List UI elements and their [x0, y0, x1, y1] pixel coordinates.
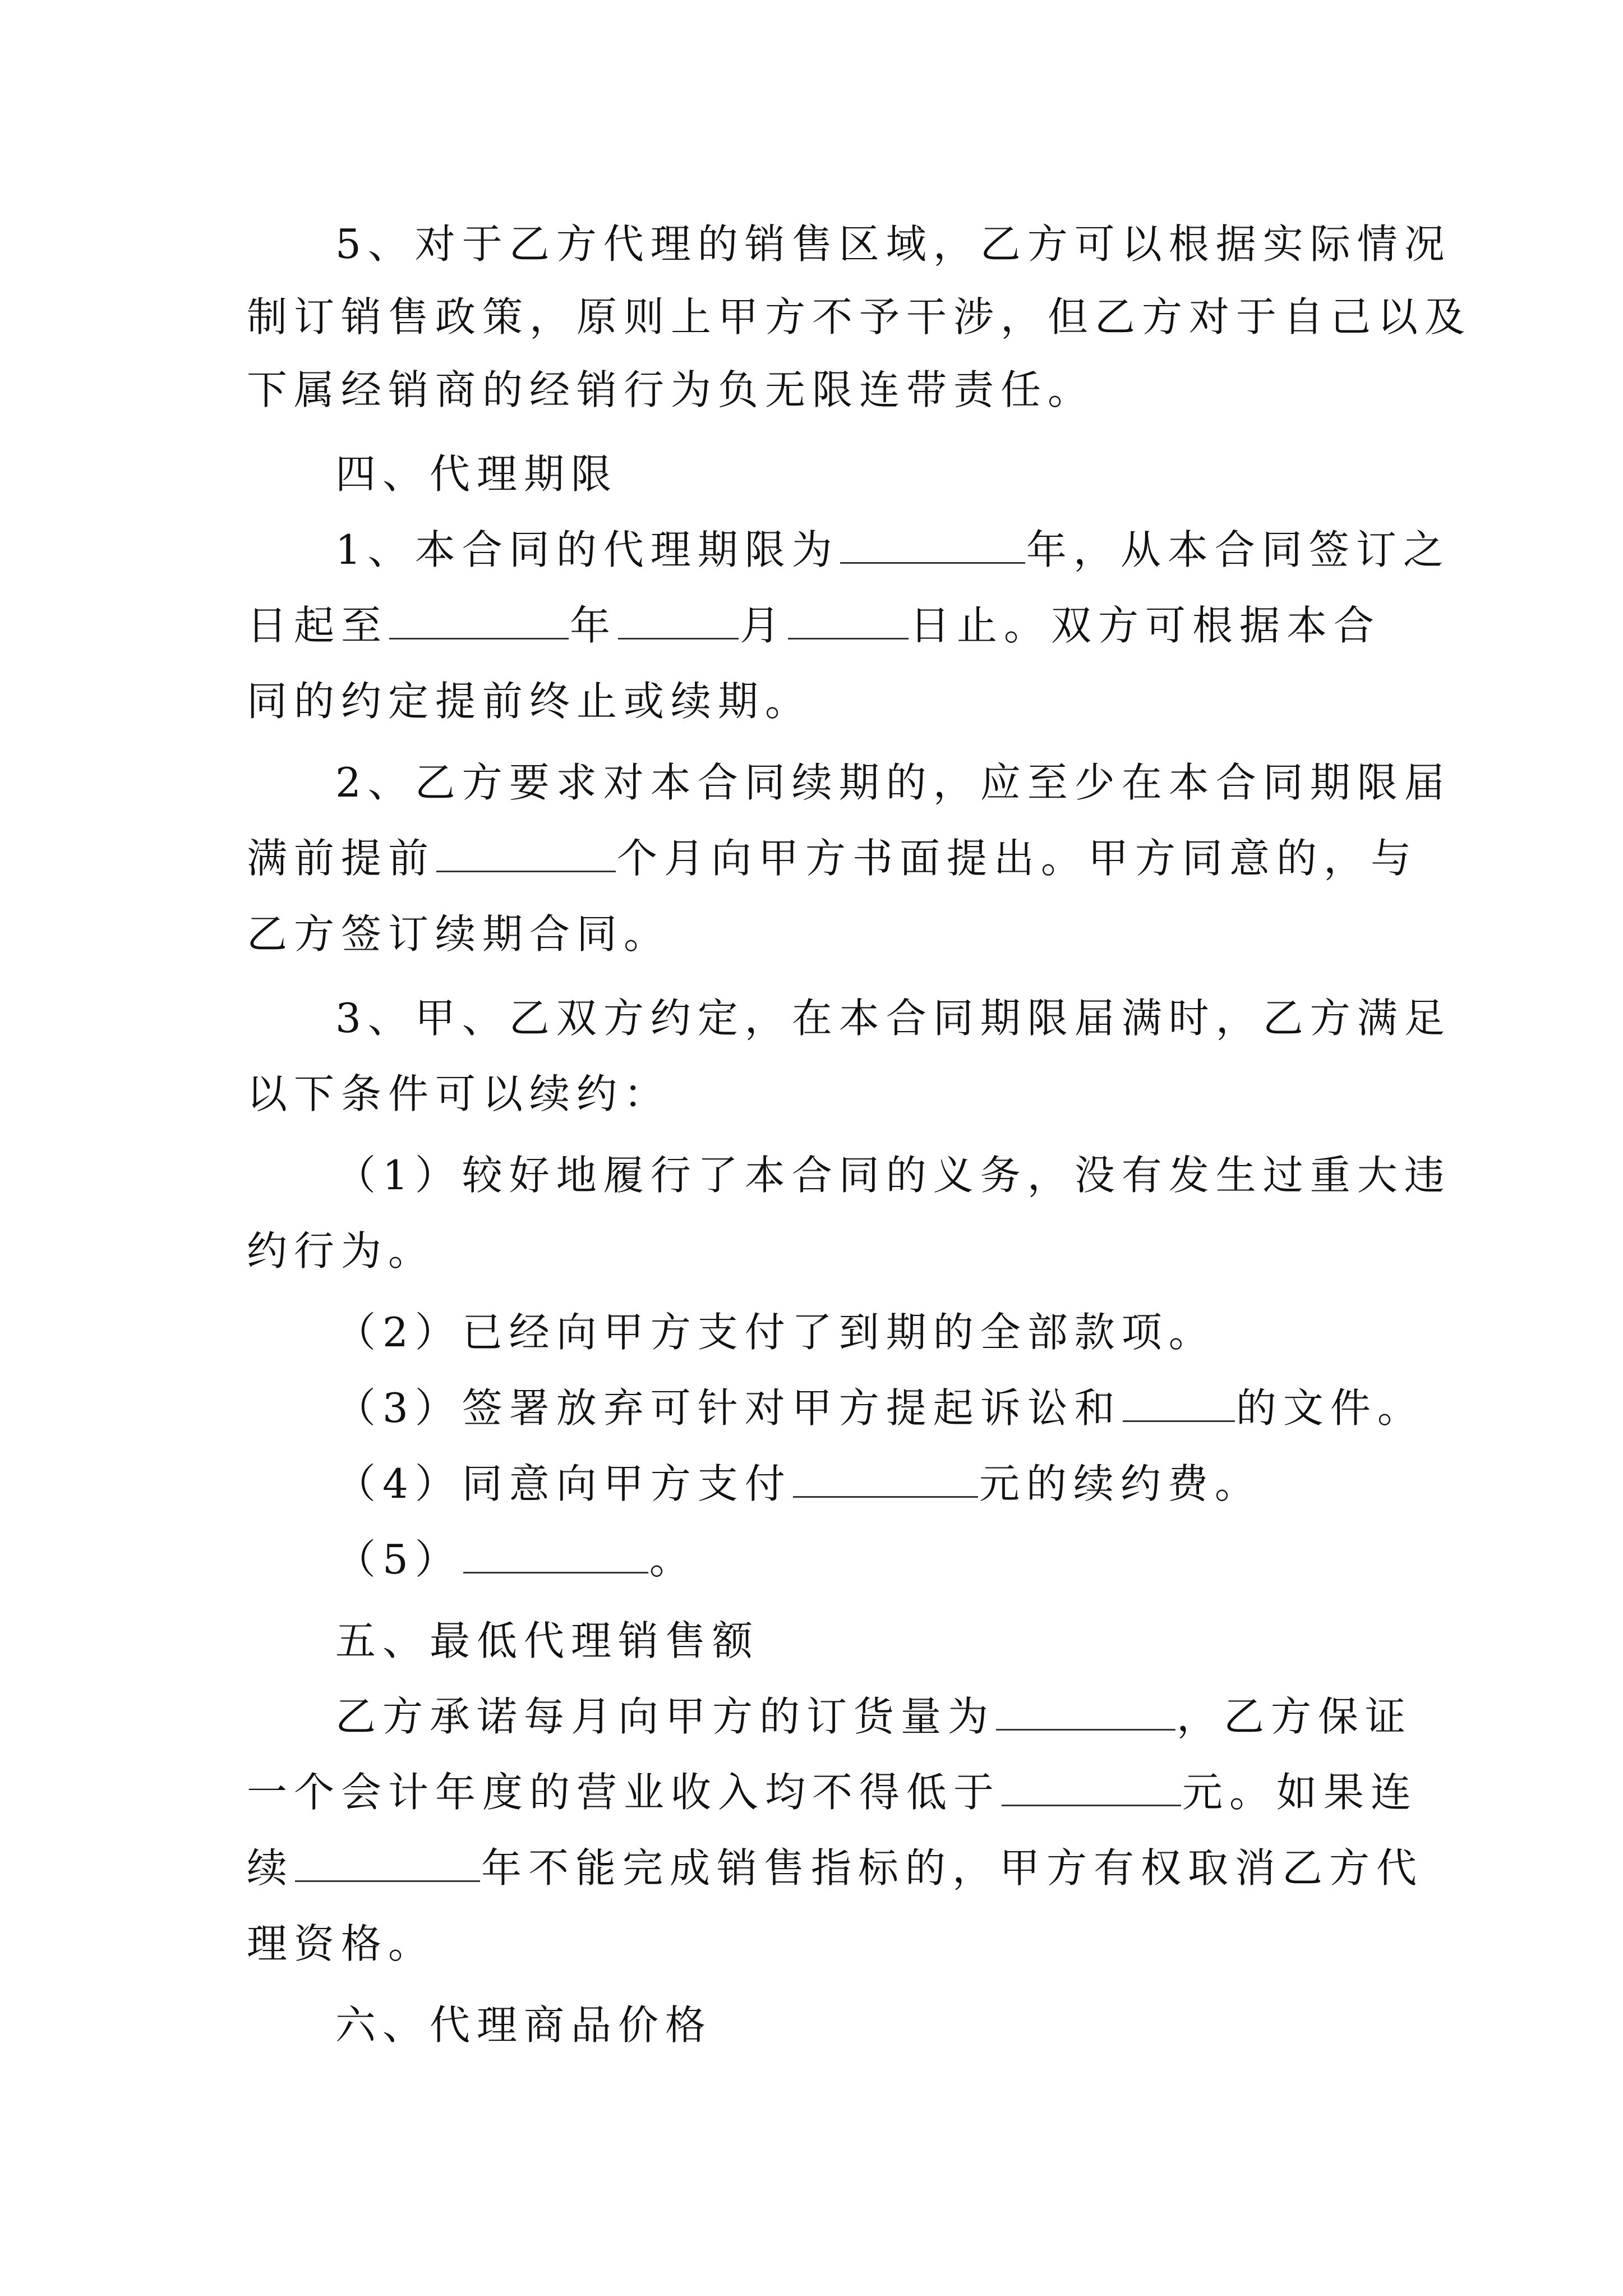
- clause-text: 2、乙方要求对本合同续期的，应至少在本合同期限届: [335, 759, 1451, 806]
- clause-text: 1、本合同的代理期限为: [335, 526, 839, 573]
- fill-in-blank[interactable]: [295, 1846, 480, 1882]
- section-heading-text: 五、最低代理销售额: [335, 1617, 760, 1664]
- clause-text: 日起至: [247, 602, 389, 649]
- list-item: [335, 1453, 1569, 1515]
- clause-text: （5）: [335, 1536, 462, 1583]
- clause-text: 元。如果连: [1182, 1769, 1418, 1816]
- clause-text: 满前提前: [247, 835, 436, 882]
- clause-text: 日止。双方可根据本合: [910, 602, 1381, 649]
- text-line: [247, 1837, 1593, 1899]
- clause-text: ，乙方保证: [1177, 1693, 1413, 1740]
- fill-in-blank[interactable]: [996, 1694, 1175, 1731]
- list-item: [335, 1301, 1569, 1363]
- fill-in-blank[interactable]: [389, 603, 569, 639]
- section-heading-text: 六、代理商品价格: [335, 2001, 713, 2049]
- fill-in-blank[interactable]: [463, 1537, 648, 1573]
- clause-text: （1）较好地履行了本合同的义务，没有发生过重大违: [335, 1152, 1451, 1199]
- clause-text: 理资格。: [247, 1920, 436, 1967]
- text-line: [247, 286, 1537, 348]
- text-line: [335, 1686, 1569, 1747]
- fill-in-blank[interactable]: [436, 836, 616, 872]
- text-line: [247, 1913, 1537, 1975]
- clause-text: 制订销售政策，原则上甲方不予干涉，但乙方对于自己以及: [247, 293, 1472, 341]
- fill-in-blank[interactable]: [788, 603, 909, 639]
- text-line: [247, 903, 1537, 965]
- fill-in-blank[interactable]: [840, 527, 1025, 564]
- section-heading: [335, 1994, 1177, 2056]
- text-line: [335, 987, 1569, 1049]
- clause-text: 个月向甲方书面提出。甲方同意的，与: [617, 835, 1418, 882]
- text-line: [247, 595, 1593, 656]
- text-line: [335, 752, 1569, 813]
- list-item: [335, 1377, 1569, 1439]
- text-line: [335, 519, 1569, 581]
- text-line: [247, 1220, 1537, 1282]
- fill-in-blank[interactable]: [1002, 1770, 1181, 1806]
- list-item: [335, 1144, 1569, 1206]
- clause-text: 月: [740, 602, 787, 649]
- section-heading-text: 四、代理期限: [335, 450, 619, 498]
- clause-text: 下属经销商的经销行为负无限连带责任。: [247, 366, 1095, 413]
- text-line: [247, 827, 1593, 889]
- text-line: [247, 670, 1537, 732]
- fill-in-blank[interactable]: [618, 603, 739, 639]
- clause-text: 乙方签订续期合同。: [247, 910, 671, 958]
- clause-text: 年，从本合同签订之: [1026, 526, 1450, 573]
- text-line: [335, 213, 1457, 275]
- clause-text: 以下条件可以续约：: [247, 1070, 671, 1117]
- text-line: [247, 1761, 1593, 1823]
- clause-text: 续: [247, 1844, 294, 1892]
- list-item: [335, 1529, 1569, 1590]
- clause-text: （4）同意向甲方支付: [335, 1460, 792, 1507]
- text-line: [247, 1063, 1537, 1125]
- clause-text: 3、甲、乙双方约定，在本合同期限届满时，乙方满足: [335, 995, 1451, 1042]
- text-line: [247, 359, 1537, 421]
- clause-text: 年不能完成销售指标的，甲方有权取消乙方代: [481, 1844, 1424, 1892]
- clause-text: （3）签署放弃可针对甲方提起诉讼和: [335, 1384, 1122, 1432]
- clause-text: 年: [570, 602, 617, 649]
- clause-text: （2）已经向甲方支付了到期的全部款项。: [335, 1309, 1216, 1356]
- fill-in-blank[interactable]: [793, 1461, 978, 1498]
- section-heading: [335, 443, 1177, 505]
- clause-text: 约行为。: [247, 1227, 436, 1274]
- clause-text: 5、对于乙方代理的销售区域，乙方可以根据实际情况: [335, 220, 1451, 268]
- clause-text: 一个会计年度的营业收入均不得低于: [247, 1769, 1001, 1816]
- clause-text: 元的续约费。: [979, 1460, 1262, 1507]
- section-heading: [335, 1610, 1177, 1672]
- clause-text: 的文件。: [1235, 1384, 1424, 1432]
- clause-text: 乙方承诺每月向甲方的订货量为: [335, 1693, 995, 1740]
- fill-in-blank[interactable]: [1123, 1386, 1235, 1422]
- clause-text: 。: [649, 1536, 697, 1583]
- clause-text: 同的约定提前终止或续期。: [247, 678, 813, 725]
